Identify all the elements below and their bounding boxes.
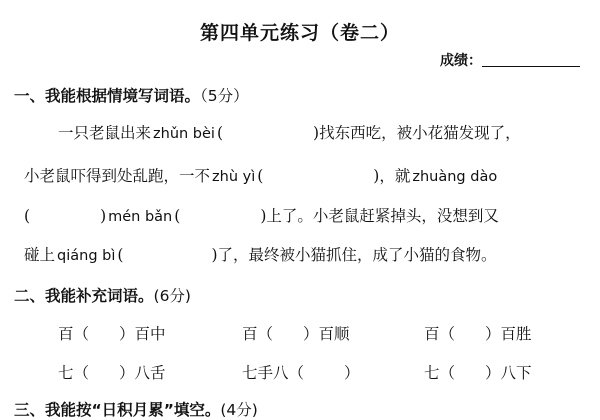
passage-line-4 — [24, 243, 497, 265]
idiom-prefix: 七（ — [424, 364, 456, 382]
section2-heading — [14, 284, 191, 306]
idiom-prefix: 百（ — [242, 325, 274, 343]
section3-heading — [14, 398, 258, 420]
idiom-suffix: ） — [344, 364, 360, 382]
idiom-item — [424, 361, 532, 383]
passage-text: )了，最终被小猫抓住，成了小猫的食物。 — [211, 246, 497, 264]
idiom-item — [58, 361, 166, 383]
idiom-prefix: 七（ — [58, 364, 90, 382]
paren-close: ) — [100, 207, 107, 225]
idiom-item — [242, 322, 350, 344]
paren-open: ( — [216, 124, 224, 142]
score-blank-line[interactable] — [482, 66, 580, 67]
paren-open: ( — [257, 167, 264, 185]
idiom-suffix: ）八舌 — [119, 364, 166, 382]
pinyin-prompt: mén bǎn — [108, 209, 173, 225]
idiom-suffix: ）百中 — [119, 325, 166, 343]
paren-open: ( — [174, 207, 181, 225]
passage-text: )上了。小老鼠赶紧掉头，没想到又 — [260, 207, 499, 225]
passage-text: )，就 — [373, 167, 411, 185]
pinyin-prompt: zhuàng dào — [412, 169, 498, 185]
section1-heading-text: 一、我能根据情境写词语。 — [14, 87, 201, 105]
idiom-prefix: 七手八（ — [242, 364, 305, 382]
paren-open: ( — [24, 207, 31, 225]
idiom-item — [58, 322, 166, 344]
page-title: 第四单元练习（卷二） — [199, 22, 400, 44]
idiom-suffix: ）百胜 — [485, 325, 532, 343]
passage-text: 小老鼠吓得到处乱跑，一不 — [24, 167, 211, 185]
pinyin-prompt: zhǔn bèi — [153, 126, 215, 142]
idiom-item — [424, 322, 532, 344]
section3-heading-text: 三、我能按“日积月累”填空。 — [14, 401, 221, 419]
pinyin-prompt: zhù yì — [212, 169, 256, 185]
section1-points: （5分） — [200, 87, 249, 105]
idiom-prefix: 百（ — [58, 325, 90, 343]
idiom-suffix: ）百顺 — [303, 325, 350, 343]
idiom-suffix: ）八下 — [485, 364, 532, 382]
score-label: 成绩： — [440, 53, 482, 69]
section2-heading-text: 二、我能补充词语。 — [14, 287, 154, 305]
passage-text: 一只老鼠出来 — [58, 124, 152, 142]
passage-line-2 — [24, 164, 499, 186]
idiom-prefix: 百（ — [424, 325, 456, 343]
passage-line-1 — [58, 121, 521, 143]
section2-points: (6分) — [153, 287, 191, 305]
paren-open: ( — [117, 246, 124, 264]
section1-heading — [14, 84, 249, 106]
pinyin-prompt: qiáng bì — [57, 248, 116, 264]
passage-text: 碰上 — [24, 246, 56, 264]
passage-text: )找东西吃，被小花猫发现了， — [313, 124, 521, 142]
passage-line-3 — [24, 204, 499, 226]
idiom-item — [242, 361, 360, 383]
section3-points: (4分) — [220, 401, 258, 419]
